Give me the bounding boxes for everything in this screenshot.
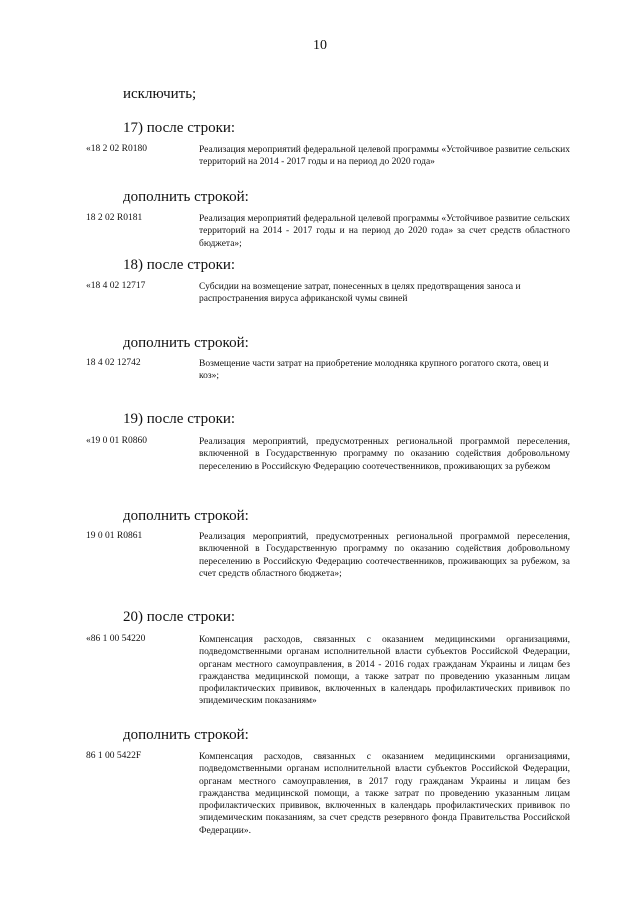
line-code: «18 4 02 12717 bbox=[86, 281, 146, 291]
section-heading: 18) после строки: bbox=[123, 257, 236, 273]
line-description: Компенсация расходов, связанных с оказанием медицинскими организациями, подведомственными органам исполнительной власти субъектов Российской Федерации, органам местного самоуправления, в 2017 году гражданам Украины и лицам без гражданства медицинской помощи, а также затрат по проведению указанным лицам профилактических прививок, включенных в календарь профилактических прививок по эпидемическим показаниям, за счет средств резервного фонда Правительства Российской Федерации». bbox=[199, 752, 570, 836]
line-description: Реализация мероприятий федеральной целевой программы «Устойчивое развитие сельских территорий на 2014 - 2017 годы и на период до 2020 года» bbox=[199, 145, 570, 168]
section-heading: 17) после строки: bbox=[123, 120, 236, 136]
line-description: Реализация мероприятий, предусмотренных региональной программой переселения, включенной в Государственную программу по оказанию содействия добровольному переселению в Российскую Федерацию соотечественников, проживающих за рубежом bbox=[199, 437, 570, 472]
line-code: 86 1 00 5422F bbox=[86, 751, 142, 761]
line-code: 18 4 02 12742 bbox=[86, 358, 141, 368]
line-code: 19 0 01 R0861 bbox=[86, 531, 143, 541]
intro-instruction: исключить; bbox=[123, 86, 197, 102]
line-description: Возмещение части затрат на приобретение молодняка крупного рогатого скота, овец и коз»; bbox=[199, 359, 549, 382]
line-description: Субсидии на возмещение затрат, понесенных в целях предотвращения заноса и распространения вируса африканской чумы свиней bbox=[199, 282, 521, 305]
section-heading: 19) после строки: bbox=[123, 411, 236, 427]
section-heading: 20) после строки: bbox=[123, 609, 236, 625]
line-code: «19 0 01 R0860 bbox=[86, 436, 147, 446]
line-code: «18 2 02 R0180 bbox=[86, 144, 147, 154]
line-code: «86 1 00 54220 bbox=[86, 634, 146, 644]
line-description: Компенсация расходов, связанных с оказанием медицинскими организациями, подведомственными органам исполнительной власти субъектов Российской Федерации, органам местного самоуправления, в 2014 - 2016 годах гражданам Украины и лицам без гражданства медицинской помощи, а также затрат по проведению указанным лицам профилактических прививок, включенных в календарь профилактических прививок по эпидемическим показаниям» bbox=[199, 635, 570, 707]
section-heading: дополнить строкой: bbox=[123, 727, 249, 743]
line-code: 18 2 02 R0181 bbox=[86, 213, 143, 223]
section-heading: дополнить строкой: bbox=[123, 335, 249, 351]
line-description: Реализация мероприятий федеральной целевой программы «Устойчивое развитие сельских территорий на 2014 - 2017 годы и на период до 2020 года» за счет средств областного бюджета»; bbox=[199, 214, 570, 249]
line-description: Реализация мероприятий, предусмотренных региональной программой переселения, включенной в Государственную программу по оказанию содействия добровольному переселению в Российскую Федерацию соотечественников, проживающих за рубежом, за счет средств областного бюджета»; bbox=[199, 532, 570, 579]
section-heading: дополнить строкой: bbox=[123, 189, 249, 205]
page-number: 10 bbox=[313, 38, 327, 53]
section-heading: дополнить строкой: bbox=[123, 508, 249, 524]
